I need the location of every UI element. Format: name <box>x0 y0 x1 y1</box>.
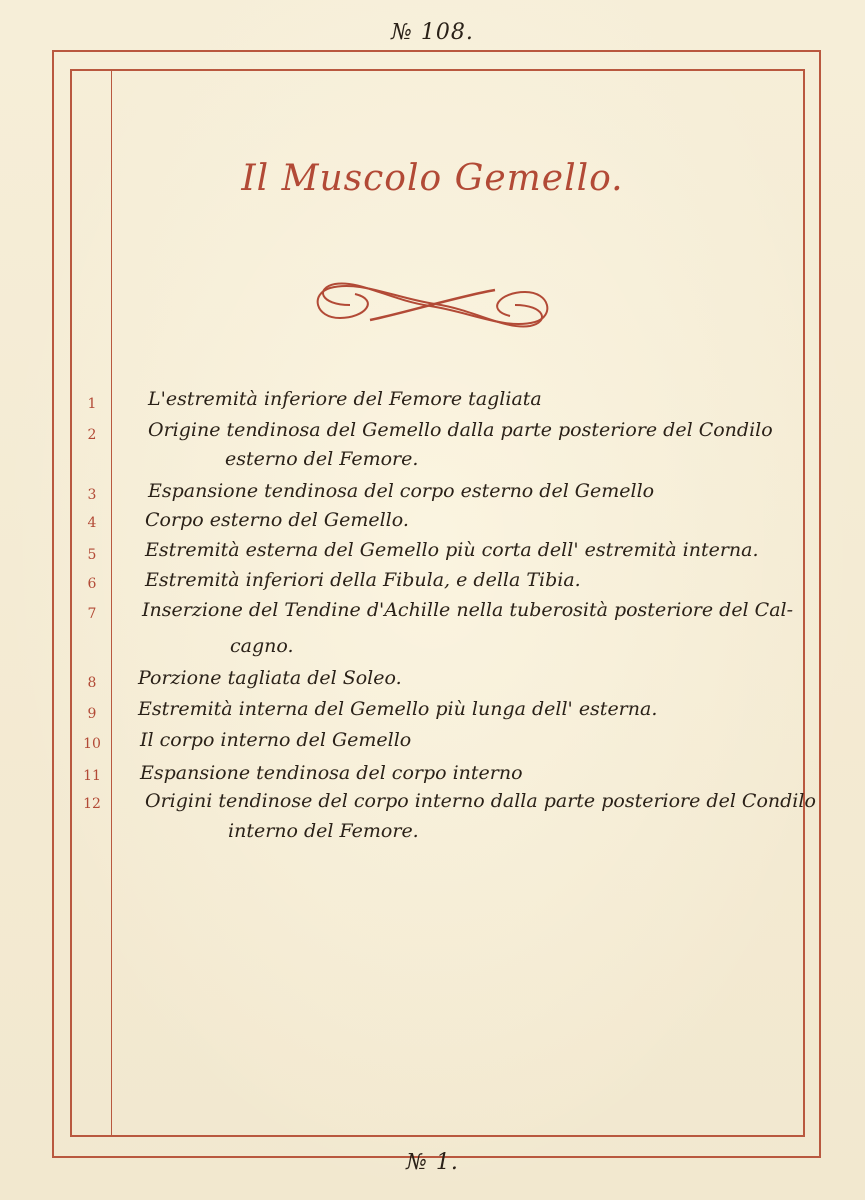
entry-text: Inserzione del Tendine d'Achille nella tuberosità posteriore del Cal- <box>142 599 794 621</box>
entry-text: Corpo esterno del Gemello. <box>145 509 409 531</box>
entry-number: 6 <box>87 576 97 592</box>
entry-number: 2 <box>87 427 97 443</box>
entry-text: Espansione tendinosa del corpo interno <box>140 762 523 784</box>
entry-number: 10 <box>83 736 101 752</box>
entry-text: Espansione tendinosa del corpo esterno del Gemello <box>148 480 655 502</box>
entry-continuation: cagno. <box>230 635 294 657</box>
entry-number: 1 <box>87 396 97 412</box>
entry-number: 4 <box>87 515 97 531</box>
catalog-number: № 108. <box>391 20 474 45</box>
entry-text: L'estremità inferiore del Femore tagliata <box>148 388 542 410</box>
entry-number: 5 <box>87 547 97 563</box>
entry-number: 3 <box>87 487 97 503</box>
entry-number: 7 <box>87 606 97 622</box>
entry-text: Origini tendinose del corpo interno dalla parte posteriore del Condilo <box>145 790 816 812</box>
entry-number: 9 <box>87 706 97 722</box>
entry-text: Porzione tagliata del Soleo. <box>138 667 402 689</box>
entry-text: Estremità interna del Gemello più lunga dell' esterna. <box>138 698 658 720</box>
sheet-number: № 1. <box>406 1150 459 1175</box>
entry-text: Estremità inferiori della Fibula, e della Tibia. <box>145 569 581 591</box>
page-title: Il Muscolo Gemello. <box>241 158 624 199</box>
entry-text: Il corpo interno del Gemello <box>140 729 412 751</box>
entry-continuation: interno del Femore. <box>228 820 419 842</box>
entry-number: 8 <box>87 675 97 691</box>
entry-text: Estremità esterna del Gemello più corta dell' estremità interna. <box>145 539 759 561</box>
entry-number: 11 <box>83 768 101 784</box>
entry-number: 12 <box>83 796 101 812</box>
entry-continuation: esterno del Femore. <box>225 448 419 470</box>
entry-text: Origine tendinosa del Gemello dalla parte posteriore del Condilo <box>148 419 773 441</box>
